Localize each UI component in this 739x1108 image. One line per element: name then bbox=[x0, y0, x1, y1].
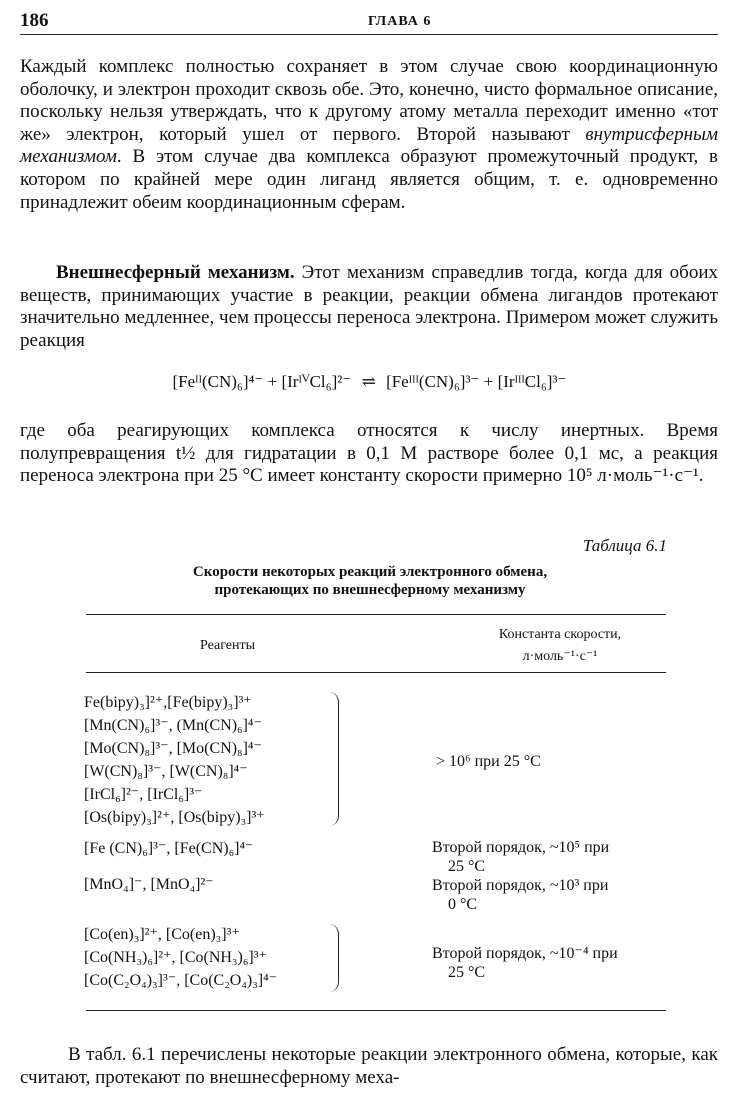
table-cell-rate bbox=[432, 944, 618, 982]
group-1-brace bbox=[324, 692, 339, 826]
page-header bbox=[20, 10, 720, 34]
paragraph-4: В табл. 6.1 перечислены некоторые реакции электронного обмена, которые, как считают, протекают по внешнесферному меха- bbox=[20, 1044, 718, 1088]
chapter-title: ГЛАВА 6 bbox=[368, 14, 432, 29]
table-cell-reagent: [Os(bipy)₃]²⁺, [Os(bipy)₃]³⁺ bbox=[84, 809, 265, 826]
rate-header-line-1: Константа скорости, bbox=[498, 627, 622, 642]
paragraph-1-text: Каждый комплекс полностью сохраняет в этом случае свою координационную оболочку, и электрон проходит сквозь обе. Это, конечно, чисто формальное описание, поскольку нельзя утверждать, что к другому атому металла переходит именно «тот же» электрон, который ушел от первого. Второй называют bbox=[20, 56, 718, 145]
table-header-rule bbox=[86, 672, 666, 673]
table-bottom-rule bbox=[86, 1010, 666, 1011]
table-cell-reagent: [IrCl₆]²⁻, [IrCl₆]³⁻ bbox=[84, 786, 203, 803]
equation-left: [Feᴵᴵ(CN)₆]⁴⁻ + [IrᴵⱽCl₆]²⁻ bbox=[172, 372, 352, 391]
reaction-equation bbox=[0, 372, 739, 392]
inner-sphere-term: внутрисферным механизмом bbox=[20, 123, 718, 168]
table-cell-reagent: [Co(C₂O₄)₃]³⁻, [Co(C₂O₄)₃]⁴⁻ bbox=[84, 972, 278, 989]
rate-header-line-2: л·моль⁻¹·с⁻¹ bbox=[522, 649, 598, 664]
table-cell-rate: > 10⁶ при 25 °С bbox=[436, 753, 541, 770]
table-cell-reagent: [Co(en)₃]²⁺, [Co(en)₃]³⁺ bbox=[84, 926, 240, 943]
rate-line: Второй порядок, ~10³ при bbox=[432, 877, 609, 894]
table-cell-reagent: [Co(NH₃)₆]²⁺, [Co(NH₃)₆]³⁺ bbox=[84, 949, 267, 966]
table-cell-reagent: [Mn(CN)₆]³⁻, (Mn(CN)₆]⁴⁻ bbox=[84, 717, 262, 734]
column-header-rate bbox=[440, 624, 680, 668]
table-cell-reagent: [W(CN)₈]³⁻, [W(CN)₈]⁴⁻ bbox=[84, 763, 248, 780]
paragraph-2-text: Этот механизм справедлив тогда, когда для обоих веществ, принимающих участие в реакции, реакции обмена лигандов протекают значительно медленнее, чем процессы переноса электрона. Примером может служить реакция bbox=[20, 262, 718, 351]
table-cell-rate bbox=[432, 838, 609, 876]
table-caption bbox=[80, 563, 660, 599]
equation-right: [Feᴵᴵᴵ(CN)₆]³⁻ + [IrᴵᴵᴵCl₆]³⁻ bbox=[386, 372, 567, 391]
table-cell-reagent: [Fe (CN)₆]³⁻, [Fe(CN)₆]⁴⁻ bbox=[84, 840, 254, 857]
column-header-reagents: Реагенты bbox=[200, 638, 255, 653]
paragraph-1-end: . В этом случае два комплекса образуют промежуточный продукт, в котором по крайней мере один лиганд является общим, т. е. одновременно принадлежит обеим координационным сферам. bbox=[20, 146, 718, 213]
table-cell-reagent: Fe(bipy)₃]²⁺,[Fe(bipy)₃]³⁺ bbox=[84, 694, 252, 711]
rate-line: Второй порядок, ~10⁵ при bbox=[432, 839, 610, 856]
page-number: 186 bbox=[20, 10, 49, 31]
rate-line: Второй порядок, ~10⁻⁴ при bbox=[432, 945, 618, 962]
table-top-rule bbox=[86, 614, 666, 615]
caption-line-1: Скорости некоторых реакций электронного обмена, bbox=[192, 564, 548, 580]
rate-line: 25 °С bbox=[448, 858, 486, 875]
rate-line: 0 °С bbox=[448, 896, 478, 913]
caption-line-2: протекающих по внешнесферному механизму bbox=[214, 582, 526, 598]
equilibrium-arrow: ⇌ bbox=[361, 372, 376, 391]
table-number: Таблица 6.1 bbox=[582, 536, 667, 555]
paragraph-1 bbox=[20, 56, 718, 214]
outer-sphere-heading: Внешнесферный механизм. bbox=[56, 262, 295, 283]
rate-line: 25 °С bbox=[448, 964, 486, 981]
table-cell-rate bbox=[432, 876, 608, 914]
paragraph-2 bbox=[20, 262, 718, 352]
table-cell-reagent: [Mo(CN)₈]³⁻, [Mo(CN)₈]⁴⁻ bbox=[84, 740, 262, 757]
header-rule bbox=[20, 34, 718, 35]
group-3-brace bbox=[324, 924, 339, 992]
table-cell-reagent: [MnO₄]⁻, [MnO₄]²⁻ bbox=[84, 876, 214, 893]
paragraph-3: где оба реагирующих комплекса относятся к числу инертных. Время полупревращения t½ для гидратации в 0,1 М растворе более 0,1 мс, а реакция переноса электрона при 25 °С имеет константу скорости примерно 10⁵ л·моль⁻¹·с⁻¹. bbox=[20, 420, 718, 487]
